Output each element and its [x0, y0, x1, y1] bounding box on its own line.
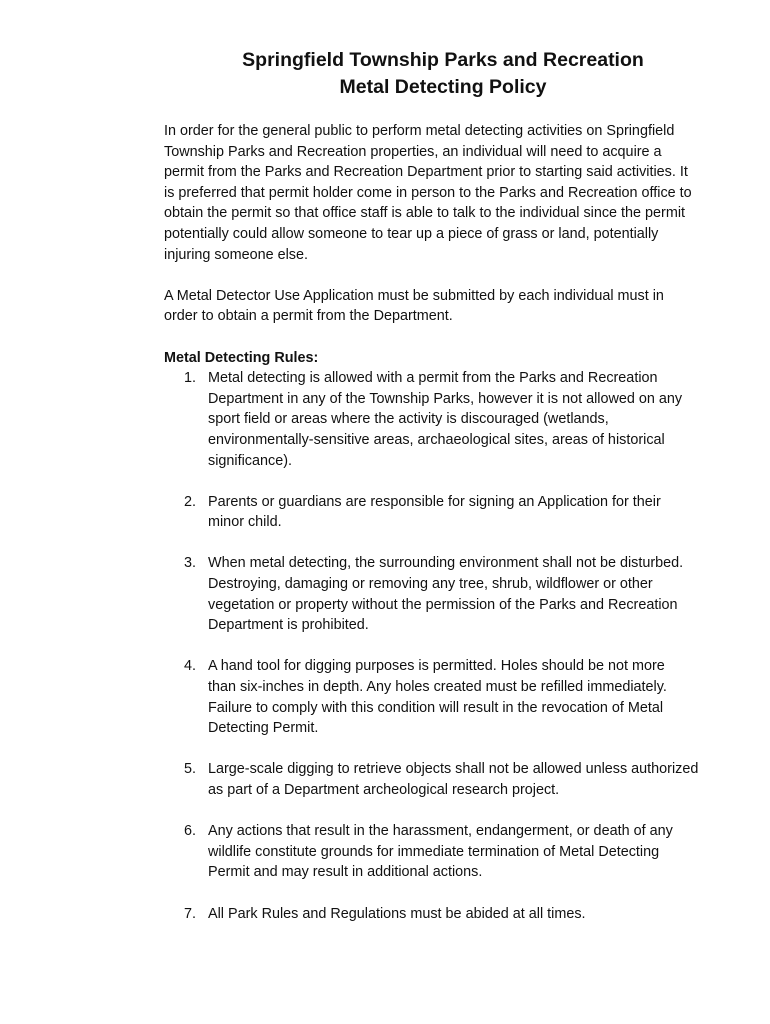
rules-list — [164, 368, 739, 924]
rule-item-4 — [164, 656, 739, 738]
rule-line: Failure to comply with this condition will result in the revocation of Metal — [208, 699, 664, 716]
rule-line: Large-scale digging to retrieve objects shall not be allowed unless authorized — [208, 761, 699, 778]
intro-line: obtain the permit so that office staff is able to talk to the individual since the permit — [164, 205, 686, 222]
rule-line: as part of a Department archeological research project. — [208, 782, 560, 798]
rule-item-2 — [164, 492, 739, 533]
rule-line: wildlife constitute grounds for immediate termination of Metal Detecting — [208, 843, 660, 860]
rule-number: 7. — [184, 905, 197, 922]
rule-line: Destroying, damaging or removing any tree, shrub, wildflower or other — [208, 576, 653, 593]
rule-line: Detecting Permit. — [208, 720, 319, 737]
application-line: order to obtain a permit from the Department. — [164, 308, 453, 325]
rule-line: sport field or areas where the activity is discouraged (wetlands, — [208, 411, 609, 428]
rule-number: 5. — [184, 761, 197, 778]
title-policy: Metal Detecting Policy — [339, 76, 547, 98]
rule-item-6 — [164, 821, 739, 883]
rule-line: When metal detecting, the surrounding environment shall not be disturbed. — [208, 555, 684, 572]
rule-number: 2. — [184, 493, 197, 510]
rule-number: 6. — [184, 823, 197, 840]
rule-line: minor child. — [208, 514, 282, 531]
rule-line: Parents or guardians are responsible for signing an Application for their — [208, 493, 661, 510]
rule-item-7 — [164, 904, 739, 925]
document-title — [0, 47, 770, 101]
intro-line: Township Parks and Recreation properties, an individual will need to acquire a — [164, 143, 662, 160]
rule-line: Any actions that result in the harassment, endangerment, or death of any — [208, 823, 673, 840]
rule-line: significance). — [208, 452, 292, 469]
intro-line: potentially could allow someone to tear up a piece of grass or land, potentially — [164, 225, 659, 242]
rule-line: Metal detecting is allowed with a permit from the Parks and Recreation — [208, 370, 658, 387]
rule-item-5 — [164, 759, 739, 800]
application-paragraph — [164, 286, 739, 327]
intro-paragraph — [164, 121, 739, 265]
title-organization: Springfield Township Parks and Recreation — [242, 49, 644, 71]
rule-line: vegetation or property without the permission of the Parks and Recreation — [208, 596, 678, 613]
intro-line: In order for the general public to perform metal detecting activities on Springfield — [164, 123, 675, 139]
application-line: A Metal Detector Use Application must be submitted by each individual must in — [164, 287, 664, 304]
rule-line: A hand tool for digging purposes is permitted. Holes should be not more — [208, 658, 665, 675]
rule-item-3 — [164, 553, 739, 635]
rule-line: environmentally-sensitive areas, archaeological sites, areas of historical — [208, 431, 665, 448]
intro-line: injuring someone else. — [164, 246, 308, 263]
rule-number: 4. — [184, 658, 197, 675]
rule-number: 3. — [184, 555, 197, 572]
rule-line: Department in any of the Township Parks, however it is not allowed on any — [208, 390, 683, 407]
rule-line: Permit and may result in additional actions. — [208, 864, 483, 881]
rule-line: All Park Rules and Regulations must be abided at all times. — [208, 905, 586, 922]
rule-line: than six-inches in depth. Any holes created must be refilled immediately. — [208, 679, 667, 696]
rule-item-1 — [164, 368, 739, 471]
document-body — [164, 121, 739, 945]
intro-line: permit from the Parks and Recreation Department prior to starting said activities. It — [164, 164, 688, 181]
rules-heading: Metal Detecting Rules: — [164, 349, 319, 366]
intro-line: is preferred that permit holder come in person to the Parks and Recreation office to — [164, 184, 692, 201]
rule-number: 1. — [184, 370, 197, 387]
rule-line: Department is prohibited. — [208, 617, 369, 634]
